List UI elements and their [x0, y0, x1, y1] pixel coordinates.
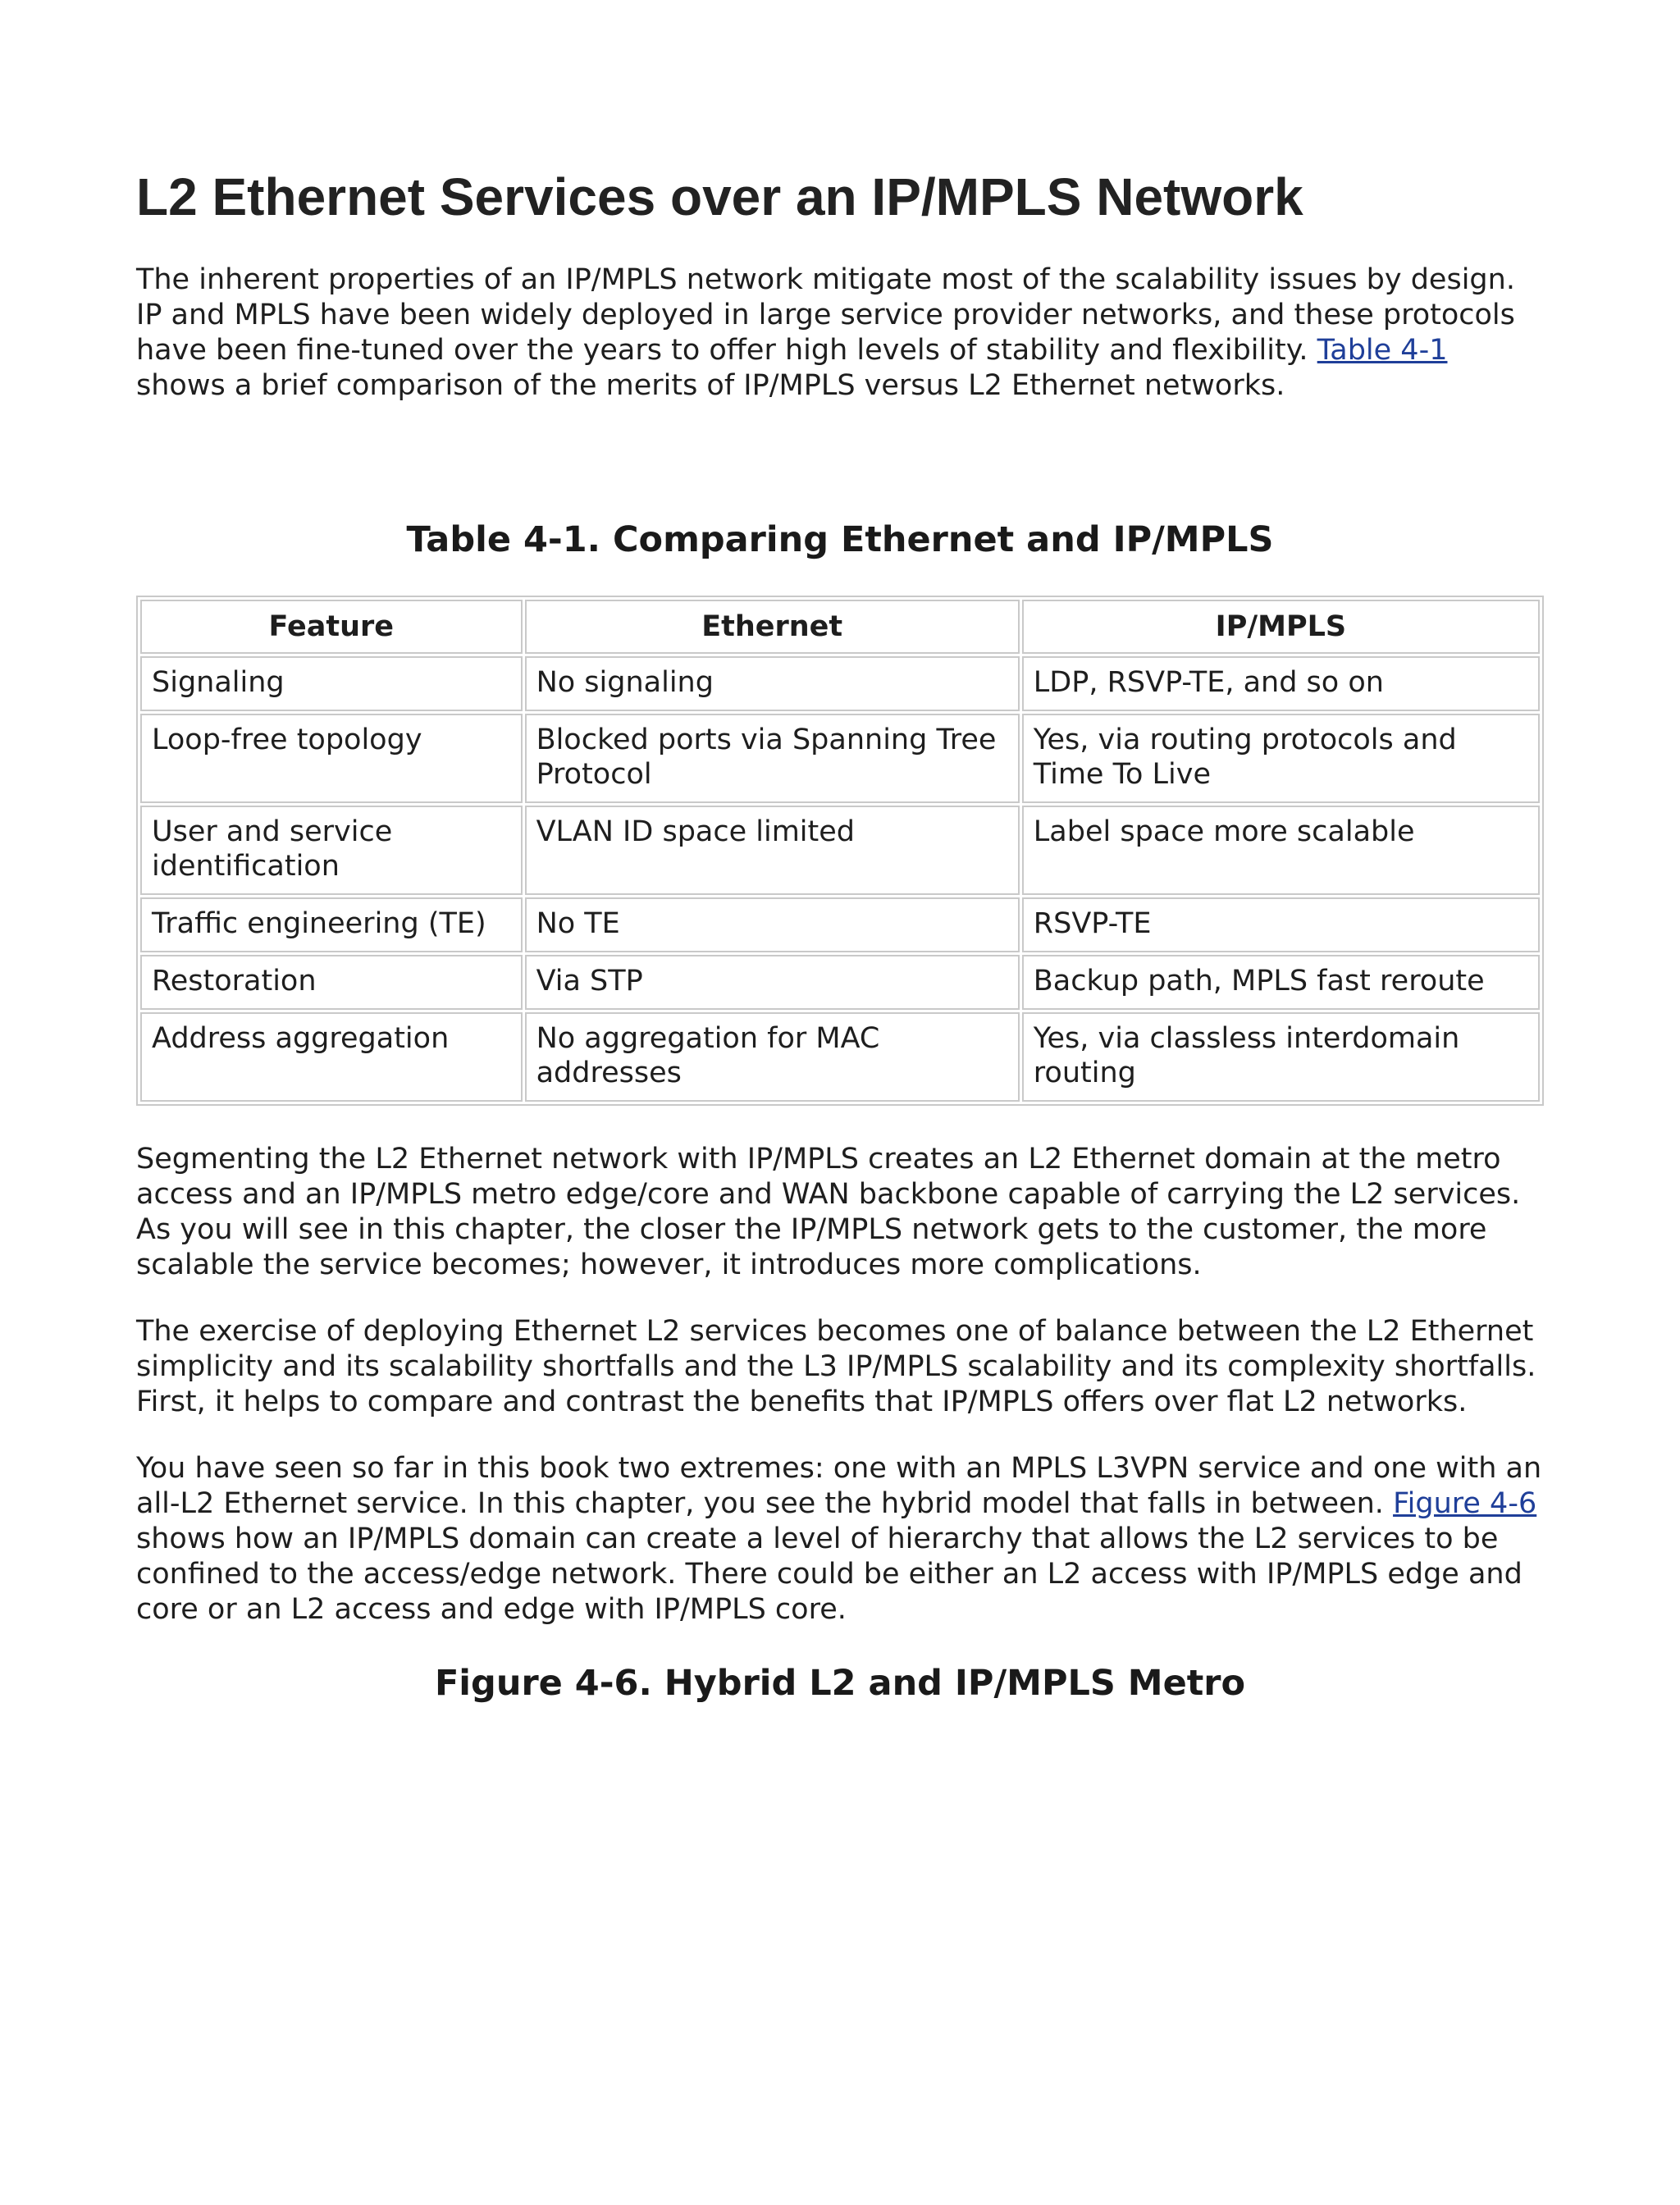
cell-feature: Traffic engineering (TE)	[140, 897, 523, 952]
cell-ethernet: Blocked ports via Spanning Tree Protocol	[525, 714, 1020, 803]
cell-ipmpls: Yes, via routing protocols and Time To Live	[1022, 714, 1540, 803]
cell-ipmpls: LDP, RSVP-TE, and so on	[1022, 656, 1540, 711]
body-paragraph-1: Segmenting the L2 Ethernet network with IP/MPLS creates an L2 Ethernet domain at the metro access and an IP/MPLS metro edge/core and WAN backbone capable of carrying the L2 services. As you will see in this chapter, the closer the IP/MPLS network gets to the customer, the more scalable the service becomes; however, it introduces more complications.	[136, 1143, 1521, 1281]
cell-ipmpls: RSVP-TE	[1022, 897, 1540, 952]
page-title: L2 Ethernet Services over an IP/MPLS Network	[136, 167, 1303, 226]
cell-feature: Restoration	[140, 955, 523, 1010]
paragraph-3-text-start: You have seen so far in this book two extremes: one with an MPLS L3VPN service and one with an all-L2 Ethernet service. In this chapter, you see the hybrid model that falls in between.	[136, 1452, 1542, 1520]
intro-paragraph	[136, 262, 1544, 404]
cell-ethernet: VLAN ID space limited	[525, 806, 1020, 895]
table-row	[140, 897, 1540, 952]
table-row	[140, 806, 1540, 895]
cell-ethernet: No aggregation for MAC addresses	[525, 1012, 1020, 1102]
intro-text-end: shows a brief comparison of the merits of IP/MPLS versus L2 Ethernet networks.	[136, 369, 1285, 402]
cell-feature: Address aggregation	[140, 1012, 523, 1102]
table-header-row	[140, 600, 1540, 654]
figure-caption: Figure 4-6. Hybrid L2 and IP/MPLS Metro	[434, 1663, 1246, 1704]
body-paragraph-3	[136, 1451, 1544, 1628]
table-caption: Table 4-1. Comparing Ethernet and IP/MPLS	[406, 519, 1274, 560]
body-paragraph-2: The exercise of deploying Ethernet L2 services becomes one of balance between the L2 Ethernet simplicity and its scalability shortfalls and the L3 IP/MPLS scalability and its complexity shortfalls. First, it helps to compare and contrast the benefits that IP/MPLS offers over flat L2 networks.	[136, 1315, 1536, 1418]
table-row	[140, 955, 1540, 1010]
cell-ethernet: No TE	[525, 897, 1020, 952]
intro-text-start: The inherent properties of an IP/MPLS network mitigate most of the scalability issues by design. IP and MPLS have been widely deployed in large service provider networks, and these protocols have been fine-tuned over the years to offer high levels of stability and flexibility.	[136, 263, 1515, 367]
cell-ipmpls: Yes, via classless interdomain routing	[1022, 1012, 1540, 1102]
comparison-table	[136, 596, 1544, 1106]
table-row	[140, 656, 1540, 711]
paragraph-3-text-end: shows how an IP/MPLS domain can create a level of hierarchy that allows the L2 services to be confined to the access/edge network. There could be either an L2 access with IP/MPLS edge and core or an L2 access and edge with IP/MPLS core.	[136, 1522, 1522, 1626]
cell-ipmpls: Backup path, MPLS fast reroute	[1022, 955, 1540, 1010]
figure-4-6-link[interactable]: Figure 4-6	[1393, 1487, 1537, 1520]
document-page	[136, 164, 1544, 1706]
cell-feature: Loop-free topology	[140, 714, 523, 803]
cell-ethernet: Via STP	[525, 955, 1020, 1010]
header-ethernet: Ethernet	[525, 600, 1020, 654]
cell-ethernet: No signaling	[525, 656, 1020, 711]
table-row	[140, 714, 1540, 803]
cell-ipmpls: Label space more scalable	[1022, 806, 1540, 895]
header-feature: Feature	[140, 600, 523, 654]
table-4-1-link[interactable]: Table 4-1	[1317, 334, 1448, 367]
table-row	[140, 1012, 1540, 1102]
cell-feature: User and service identification	[140, 806, 523, 895]
header-ipmpls: IP/MPLS	[1022, 600, 1540, 654]
cell-feature: Signaling	[140, 656, 523, 711]
